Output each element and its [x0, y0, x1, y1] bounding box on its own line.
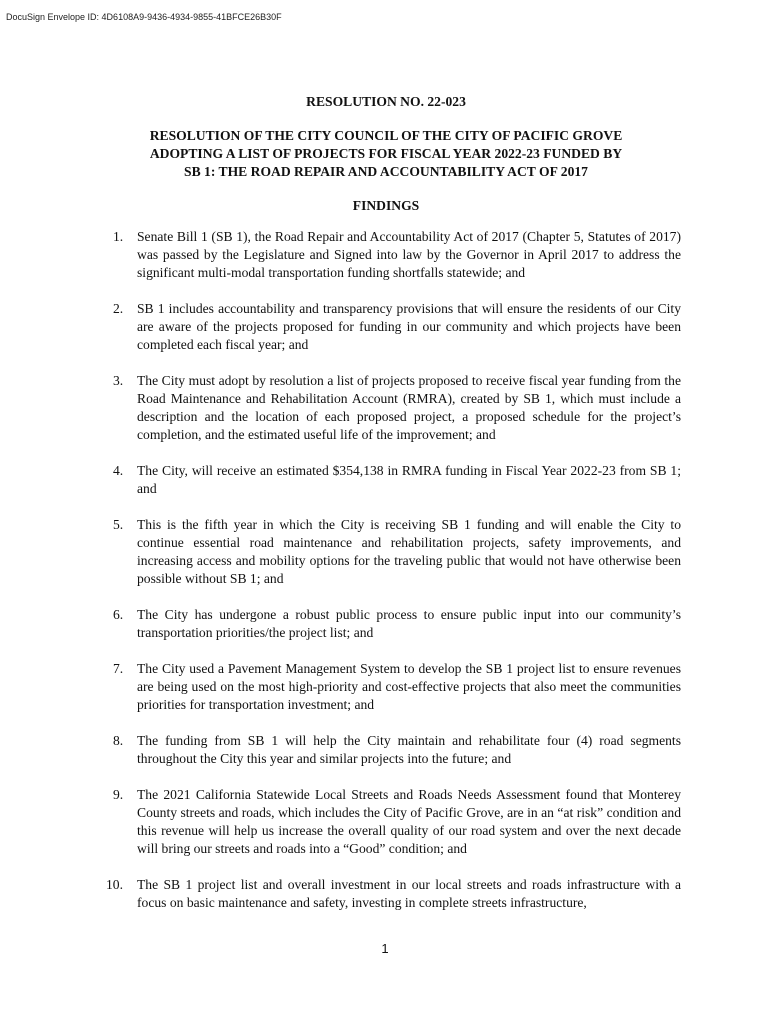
- title-line: ADOPTING A LIST OF PROJECTS FOR FISCAL YEAR 2022-23 FUNDED BY: [149, 146, 623, 161]
- title-line: RESOLUTION OF THE CITY COUNCIL OF THE CITY OF PACIFIC GROVE: [149, 128, 623, 143]
- finding-number: 10.: [106, 877, 123, 892]
- finding-text: The SB 1 project list and overall investment in our local streets and roads infrastructure with a focus on basic maintenance and safety, investing in complete streets infrastructure,: [137, 877, 681, 910]
- resolution-title: [91, 127, 681, 181]
- finding-number: 7.: [113, 661, 124, 676]
- finding-item: [91, 786, 681, 858]
- finding-item: [91, 516, 681, 588]
- finding-number: 9.: [113, 787, 124, 802]
- finding-number: 2.: [113, 301, 124, 316]
- document-body: [91, 93, 681, 930]
- finding-number: 4.: [113, 463, 124, 478]
- finding-item: [91, 732, 681, 768]
- finding-number: 6.: [113, 607, 124, 622]
- finding-item: [91, 660, 681, 714]
- finding-number: 8.: [113, 733, 124, 748]
- finding-item: [91, 606, 681, 642]
- finding-item: [91, 462, 681, 498]
- page-number: 1: [381, 941, 389, 956]
- finding-text: This is the fifth year in which the City is receiving SB 1 funding and will enable the City to continue essential road maintenance and rehabilitation projects, safety improvements, and increasing access and mobility options for the traveling public that would not have otherwise been possible without SB 1; and: [137, 517, 681, 586]
- finding-item: [91, 372, 681, 444]
- finding-text: The City, will receive an estimated $354,138 in RMRA funding in Fiscal Year 2022-23 from SB 1; and: [137, 463, 681, 496]
- finding-item: [91, 300, 681, 354]
- finding-number: 5.: [113, 517, 124, 532]
- finding-item: [91, 228, 681, 282]
- finding-number: 1.: [113, 229, 124, 244]
- resolution-number: RESOLUTION NO. 22-023: [306, 94, 466, 109]
- finding-text: The City has undergone a robust public process to ensure public input into our community’s transportation priorities/the project list; and: [137, 607, 681, 640]
- finding-text: The funding from SB 1 will help the City maintain and rehabilitate four (4) road segments throughout the City this year and similar projects into the future; and: [137, 733, 681, 766]
- finding-text: The 2021 California Statewide Local Streets and Roads Needs Assessment found that Monterey County streets and roads, which includes the City of Pacific Grove, are in an “at risk” condition and this revenue will help us increase the overall quality of our road system and over the next decade will bring our streets and roads into a “Good” condition; and: [137, 787, 681, 856]
- docusign-envelope-id: DocuSign Envelope ID: 4D6108A9-9436-4934-9855-41BFCE26B30F: [6, 12, 282, 22]
- finding-text: The City used a Pavement Management System to develop the SB 1 project list to ensure revenues are being used on the most high-priority and cost-effective projects that also meet the communities priorities for transportation investment; and: [137, 661, 681, 712]
- findings-heading: FINDINGS: [352, 198, 420, 213]
- finding-text: The City must adopt by resolution a list of projects proposed to receive fiscal year funding from the Road Maintenance and Rehabilitation Account (RMRA), created by SB 1, which must include a description and the location of each proposed project, a proposed schedule for the project’s completion, and the estimated useful life of the improvement; and: [137, 373, 681, 442]
- finding-number: 3.: [113, 373, 124, 388]
- finding-text: SB 1 includes accountability and transparency provisions that will ensure the residents of our City are aware of the projects proposed for funding in our community and which projects have been completed each fiscal year; and: [137, 301, 681, 352]
- finding-text: Senate Bill 1 (SB 1), the Road Repair and Accountability Act of 2017 (Chapter 5, Statutes of 2017) was passed by the Legislature and Signed into law by the Governor in April 2017 to address the significant multi-modal transportation funding shortfalls statewide; and: [137, 229, 681, 280]
- title-line: SB 1: THE ROAD REPAIR AND ACCOUNTABILITY ACT OF 2017: [184, 164, 588, 179]
- finding-item: [91, 876, 681, 912]
